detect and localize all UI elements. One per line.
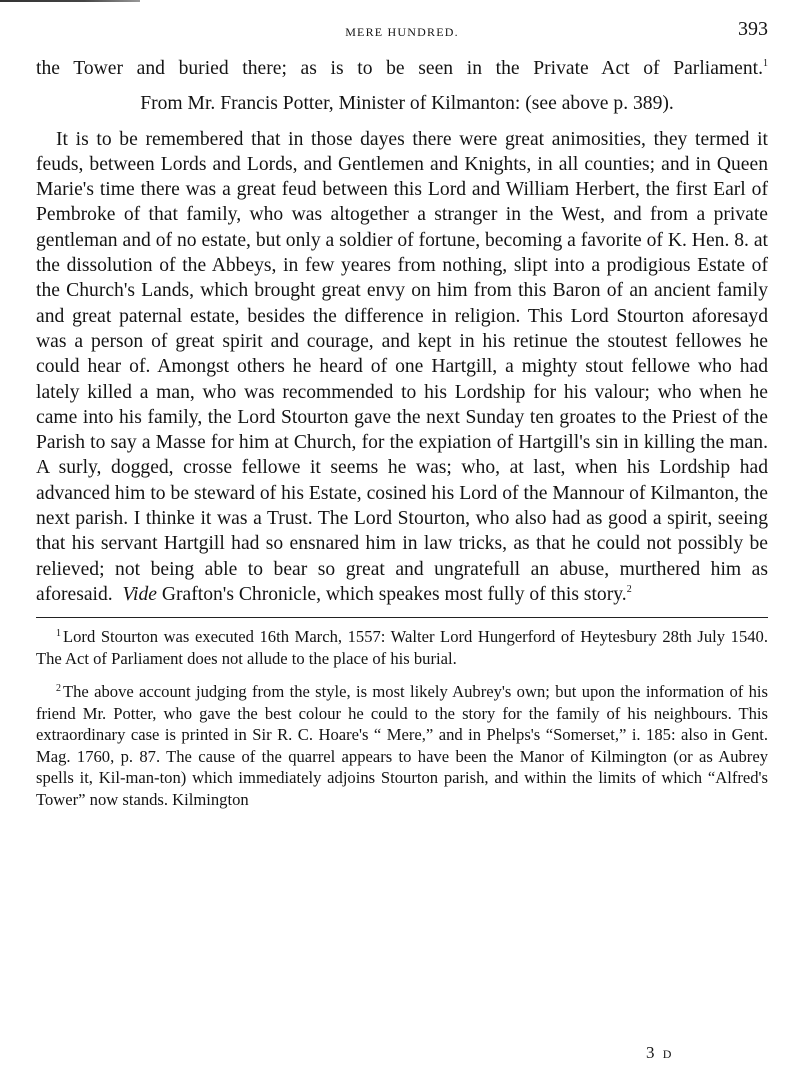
book-page xyxy=(36,0,768,822)
footnote-text: Lord Stourton was executed 16th March, 1557: Walter Lord Hungerford of Heytesbury 28th July 1540. The Act of Parliament does not allude to the place of his burial. xyxy=(36,627,768,668)
footnote-ref-1[interactable]: 1 xyxy=(763,58,768,69)
running-title: MERE HUNDRED. xyxy=(345,25,459,39)
continuation-line xyxy=(36,56,768,81)
printer-signature-mark xyxy=(646,1043,673,1063)
continuation-text: the Tower and buried there; as is to be seen in the Private Act of Parliament. xyxy=(36,58,763,79)
signature-letter: D xyxy=(662,1047,674,1061)
main-paragraph xyxy=(36,127,768,608)
footnote-2 xyxy=(36,681,768,810)
italic-vide: Vide xyxy=(122,583,157,605)
paragraph-text: It is to be remembered that in those dayes there were great animosities, they termed it feuds, between Lords and Lords, and Gentlemen and Knights, in all counties; and in Queen Marie's time there was a great feud between this Lord and William Herbert, the first Earl of Pembroke of that family, who was altogether a stranger in the West, and from a private gentleman and of no estate, but only a soldier of fortune, becoming a favorite of K. Hen. 8. at the dissolution of the Abbeys, in few yeares from nothing, slipt into a prodigious Estate of the Church's Lands, which brought great envy on him from this Baron of an ancient family and great paternal estate, besides the difference in religion. This Lord Stourton aforesayd was a person of great spirit and courage, and kept in his retinue the stoutest fellowes he could hear of. Amongst others he heard of one Hartgill, a mighty stout fellowe who had lately killed a man, who was recommended to his Lordship for his valour; who when he came into his family, the Lord Stourton gave the next Sunday ten groates to the Priest of the Parish to say a Masse for him at Church, for the expiation of Hartgill's sin in killing the man. A surly, dogged, crosse fellowe it seems he was; who, at last, when his Lordship had advanced him to be steward of his Estate, cosined his Lord of the Mannour of Kilmanton, the next parish. I thinke it was a Trust. The Lord Stourton, who also had as good a spirit, seeing that his servant Hartgill had so ensnared him in law tricks, as that he could not possibly be relieved; not being able to bear so great and ungratefull an abuse, murthered him as aforesaid. xyxy=(36,128,768,605)
page-number: 393 xyxy=(738,18,768,40)
footnote-text: The above account judging from the style, is most likely Aubrey's own; but upon the information of his friend Mr. Potter, who gave the best colour he could to the story for the family of his neighbours. This extraordinary case is printed in Sir R. C. Hoare's “ Mere,” and in Phelps's “Somerset,” i. 185: also in Gent. Mag. 1760, p. 87. The cause of the quarrel appears to have been the Manor of Kilmington (or as Aubrey spells it, Kil-man-ton) which immediately adjoins Stourton parish, and within the limits of which “Alfred's Tower” now stands. Kilmington xyxy=(36,682,768,809)
source-heading: From Mr. Francis Potter, Minister of Kilmanton: (see above p. 389). xyxy=(140,93,674,115)
footnote-1 xyxy=(36,626,768,669)
footnotes xyxy=(36,626,768,810)
footnote-marker: 1 xyxy=(56,628,61,640)
footnote-marker: 2 xyxy=(56,683,61,695)
footnote-rule xyxy=(36,617,768,618)
paragraph-text-end: Grafton's Chronicle, which speakes most fully of this story. xyxy=(161,583,627,605)
footnote-ref-2[interactable]: 2 xyxy=(626,583,632,595)
signature-number: 3 xyxy=(646,1043,657,1062)
running-head xyxy=(36,0,768,50)
